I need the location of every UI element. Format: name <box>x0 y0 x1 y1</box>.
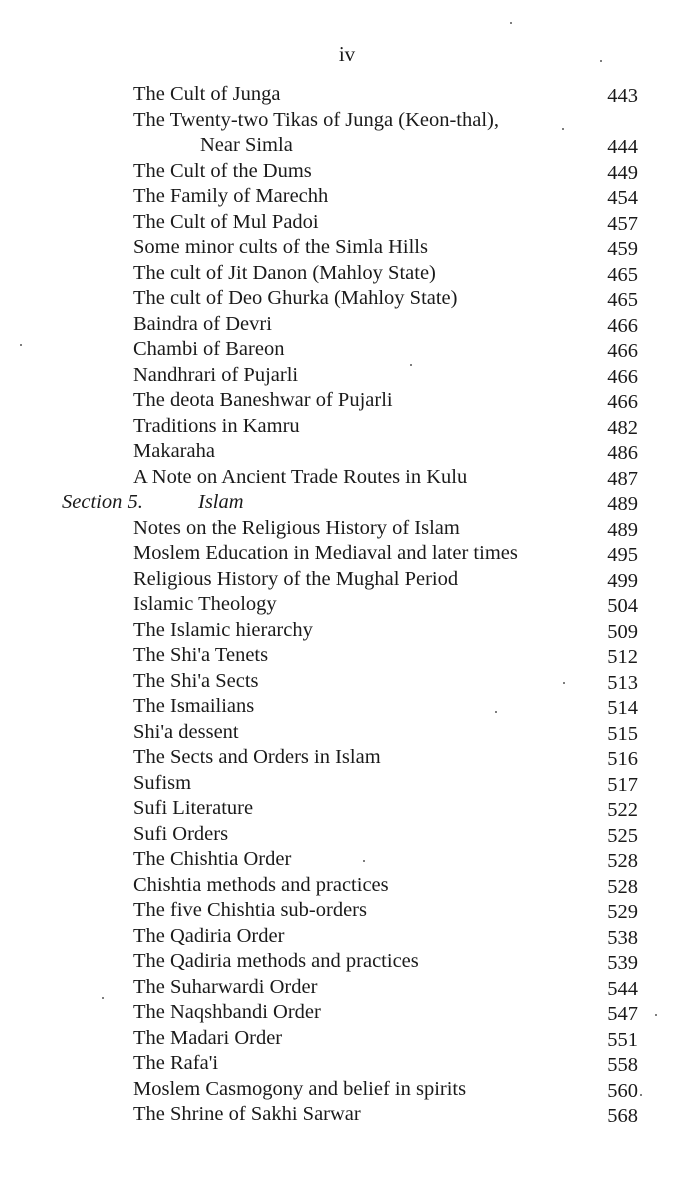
toc-entry-page: 466 <box>607 314 638 337</box>
toc-entry <box>0 1100 694 1126</box>
toc-entry-title: Moslem Education in Mediaval and later times <box>133 542 518 564</box>
toc-entry-title: Sufi Orders <box>133 822 229 845</box>
scan-speck <box>600 60 602 62</box>
toc-entry-title: Nandhrari of Pujarli <box>133 363 299 386</box>
scan-speck <box>655 1014 657 1016</box>
toc-entry-page: 466 <box>607 391 638 413</box>
scan-speck <box>510 22 512 24</box>
toc-entry <box>0 973 694 999</box>
toc-entry-title: The Cult of Mul Padoi <box>133 210 319 233</box>
toc-entry-page: 443 <box>607 85 638 107</box>
toc-entry-title: The Madari Order <box>133 1026 283 1049</box>
toc-entry <box>0 718 694 744</box>
scan-speck <box>410 364 412 366</box>
toc-entry-page: 509 <box>607 620 638 643</box>
toc-entry <box>0 998 694 1024</box>
toc-entry-page: 465 <box>607 289 638 311</box>
toc-entry <box>0 743 694 769</box>
toc-entry-title: Moslem Casmogony and belief in spirits <box>133 1077 467 1100</box>
toc-entry-page: 516 <box>607 748 638 770</box>
toc-entry-title: Baindra of Devri <box>133 312 272 335</box>
toc-entry-page: 529 <box>607 901 638 923</box>
toc-entry-page: 515 <box>607 722 638 745</box>
toc-entry-title: The Rafa'i <box>133 1052 219 1074</box>
toc-entry <box>0 1049 694 1075</box>
toc-entry-title: Near Simla <box>200 134 293 156</box>
toc-section-heading <box>0 488 694 514</box>
toc-entry <box>0 386 694 412</box>
toc-entry-title: Makaraha <box>133 440 215 462</box>
toc-entry-title: The Shi'a Sects <box>133 669 259 692</box>
toc-entry <box>0 361 694 387</box>
toc-entry-title: The Islamic hierarchy <box>133 618 313 641</box>
toc-entry <box>0 539 694 565</box>
toc-entry-title: The Ismailians <box>133 695 255 717</box>
toc-entry <box>0 692 694 718</box>
toc-entry <box>0 820 694 846</box>
toc-entry-title: Islamic Theology <box>133 593 277 615</box>
toc-entry-page: 551 <box>607 1028 638 1051</box>
toc-entry <box>0 463 694 489</box>
toc-entry-page: 514 <box>607 697 638 719</box>
toc-entry-page: 466 <box>607 365 638 388</box>
toc-entry-page: 489 <box>607 493 638 515</box>
scan-speck <box>363 860 365 862</box>
page-number: iv <box>338 42 356 66</box>
toc-entry <box>0 131 694 157</box>
toc-entry-title: The Chishtia Order <box>133 848 292 870</box>
toc-entry <box>0 284 694 310</box>
toc-entry-title: Chambi of Bareon <box>133 338 285 360</box>
toc-entry <box>0 947 694 973</box>
toc-entry-page: 457 <box>607 212 638 235</box>
toc-entry-title: The Twenty-two Tikas of Junga (Keon-thal), <box>133 108 499 131</box>
toc-entry-title: The cult of Jit Danon (Mahloy State) <box>133 261 436 284</box>
toc-entry-page: 528 <box>607 850 638 872</box>
toc-entry-page: 558 <box>607 1054 638 1076</box>
toc-entry-page: 482 <box>607 416 638 439</box>
toc-entry <box>0 641 694 667</box>
toc-entry-title: Sufism <box>133 771 192 794</box>
toc-entry-page: 522 <box>607 799 638 821</box>
toc-entry <box>0 769 694 795</box>
toc-entry <box>0 182 694 208</box>
toc-entry-title: Sufi Literature <box>133 797 254 819</box>
toc-entry-title: The cult of Deo Ghurka (Mahloy State) <box>133 287 458 309</box>
toc-entry <box>0 233 694 259</box>
toc-entry <box>0 1024 694 1050</box>
toc-entry-title: Shi'a dessent <box>133 720 239 743</box>
toc-entry-page: 486 <box>607 442 638 464</box>
toc-entry-title: The Suharwardi Order <box>133 975 318 998</box>
toc-entry <box>0 106 694 132</box>
toc-entry <box>0 590 694 616</box>
toc-entry-page: 466 <box>607 340 638 362</box>
toc-entry-page: 454 <box>607 187 638 209</box>
toc-entry-title: The Shrine of Sakhi Sarwar <box>133 1103 361 1125</box>
scan-speck <box>640 1094 642 1096</box>
toc-entry-page: 544 <box>607 977 638 1000</box>
toc-entry <box>0 845 694 871</box>
toc-entry-title: A Note on Ancient Trade Routes in Kulu <box>133 465 468 488</box>
toc-entry-title: The Qadiria methods and practices <box>133 950 419 972</box>
toc-entry <box>0 80 694 106</box>
toc-entry-page: 487 <box>607 467 638 490</box>
toc-entry-title: The five Chishtia sub-orders <box>133 899 367 921</box>
toc-entry-title: The deota Baneshwar of Pujarli <box>133 389 393 411</box>
toc-entry-page: 525 <box>607 824 638 847</box>
section-label: Section 5. <box>62 491 143 513</box>
toc-entry-page: 528 <box>607 875 638 898</box>
toc-entry <box>0 565 694 591</box>
toc-entry-title: Some minor cults of the Simla Hills <box>133 236 428 258</box>
scan-speck <box>562 128 564 130</box>
toc-entry-title: The Sects and Orders in Islam <box>133 746 381 768</box>
toc-entry <box>0 1075 694 1101</box>
toc-entry-page: 489 <box>607 518 638 541</box>
toc-entry-page: 547 <box>607 1003 638 1025</box>
toc-entry-page: 465 <box>607 263 638 286</box>
toc-entry-page: 512 <box>607 646 638 668</box>
toc-entry <box>0 157 694 183</box>
toc-entry <box>0 667 694 693</box>
toc-entry-page: 499 <box>607 569 638 592</box>
toc-entry <box>0 514 694 540</box>
toc-entry-page: 560 <box>607 1079 638 1102</box>
toc-entry-title: Chishtia methods and practices <box>133 873 389 896</box>
toc-entry-page: 459 <box>607 238 638 260</box>
toc-entry-title: The Cult of the Dums <box>133 159 312 182</box>
section-title: Islam <box>198 491 244 513</box>
toc-entry <box>0 335 694 361</box>
toc-entry-page: 495 <box>607 544 638 566</box>
scan-speck <box>20 344 22 346</box>
toc-entry-title: Religious History of the Mughal Period <box>133 567 459 590</box>
toc-entry-title: The Naqshbandi Order <box>133 1001 321 1023</box>
scan-speck <box>495 711 497 713</box>
toc-entry-page: 517 <box>607 773 638 796</box>
scan-speck <box>102 997 104 999</box>
toc-entry-title: The Shi'a Tenets <box>133 644 269 666</box>
toc-entry <box>0 412 694 438</box>
toc-entry-page: 538 <box>607 926 638 949</box>
toc-entry-title: The Cult of Junga <box>133 83 281 105</box>
toc-entry <box>0 259 694 285</box>
toc-entry-title: The Qadiria Order <box>133 924 285 947</box>
toc-entry-page: 449 <box>607 161 638 184</box>
toc-entry <box>0 437 694 463</box>
toc-entry <box>0 922 694 948</box>
toc-entry <box>0 310 694 336</box>
table-of-contents <box>0 80 694 1126</box>
toc-entry-title: Notes on the Religious History of Islam <box>133 516 460 539</box>
toc-entry-title: Traditions in Kamru <box>133 414 300 437</box>
scan-speck <box>563 682 565 684</box>
toc-entry-page: 444 <box>607 136 638 158</box>
toc-entry-page: 539 <box>607 952 638 974</box>
toc-entry <box>0 896 694 922</box>
toc-entry-page: 568 <box>607 1105 638 1127</box>
toc-entry-page: 504 <box>607 595 638 617</box>
toc-entry <box>0 208 694 234</box>
toc-entry <box>0 871 694 897</box>
toc-entry <box>0 794 694 820</box>
toc-entry-title: The Family of Marechh <box>133 185 329 207</box>
toc-entry <box>0 616 694 642</box>
toc-entry-page: 513 <box>607 671 638 694</box>
